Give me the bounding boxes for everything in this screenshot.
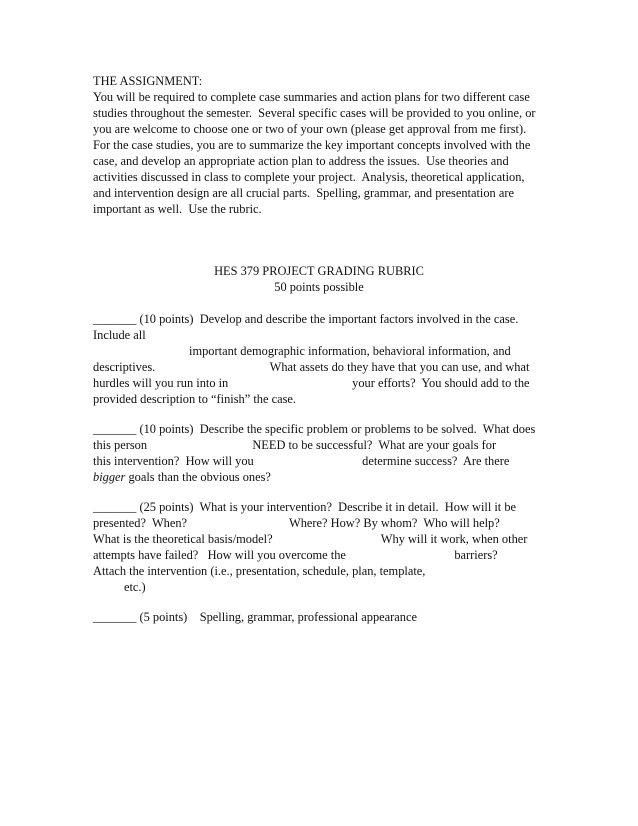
assignment-line: and intervention design are all crucial parts. Spelling, grammar, and presentation are (93, 186, 514, 200)
rubric-item-1-line: hurdles will you run into in your efforts? You should add to the (93, 376, 530, 390)
rubric-item-2-line: this intervention? How will you determine success? Are there (93, 454, 510, 468)
rubric-subtitle: 50 points possible (274, 280, 364, 294)
rubric-item-3-line: _______ (25 points) What is your intervention? Describe it in detail. How will it be (93, 500, 517, 514)
assignment-heading: THE ASSIGNMENT: (93, 74, 203, 88)
rubric-item-1-line: Include all (93, 328, 146, 342)
assignment-line: studies throughout the semester. Several specific cases will be provided to you online, or (93, 106, 536, 120)
assignment-line: activities discussed in class to complete your project. Analysis, theoretical application, (93, 170, 525, 184)
emphasis-bigger: bigger (93, 470, 126, 484)
rubric-item-2-line-rest: goals than the obvious ones? (125, 470, 271, 484)
assignment-line: case, and develop an appropriate action plan to address the issues. Use theories and (93, 154, 509, 168)
rubric-item-3-line: What is the theoretical basis/model? Why will it work, when other (93, 532, 528, 546)
assignment-line: You will be required to complete case summaries and action plans for two different case (93, 90, 530, 104)
rubric-item-3-line: presented? When? Where? How? By whom? Who will help? (93, 516, 500, 530)
rubric-title: HES 379 PROJECT GRADING RUBRIC (214, 264, 424, 278)
rubric-item-3-line: Attach the intervention (i.e., presentation, schedule, plan, template, (93, 564, 426, 578)
rubric-item-3-line: attempts have failed? How will you overcome the barriers? (93, 548, 498, 562)
rubric-item-2-line: _______ (10 points) Describe the specific problem or problems to be solved. What does (93, 422, 536, 436)
rubric-item-4-line: _______ (5 points) Spelling, grammar, professional appearance (93, 610, 417, 624)
rubric-item-1-line: provided description to “finish” the case. (93, 392, 297, 406)
assignment-line: important as well. Use the rubric. (93, 202, 262, 216)
assignment-line: you are welcome to choose one or two of your own (please get approval from me first). (93, 122, 527, 136)
rubric-item-3-line: etc.) (93, 580, 146, 594)
rubric-item-2-line: this person NEED to be successful? What are your goals for (93, 438, 497, 452)
assignment-line: For the case studies, you are to summarize the key important concepts involved with the (93, 138, 531, 152)
rubric-item-1-line: descriptives. What assets do they have that you can use, and what (93, 360, 530, 374)
rubric-item-2-last-line (93, 470, 271, 484)
rubric-item-1-line: important demographic information, behavioral information, and (93, 344, 511, 358)
rubric-item-1-line: _______ (10 points) Develop and describe the important factors involved in the case. (93, 312, 519, 326)
